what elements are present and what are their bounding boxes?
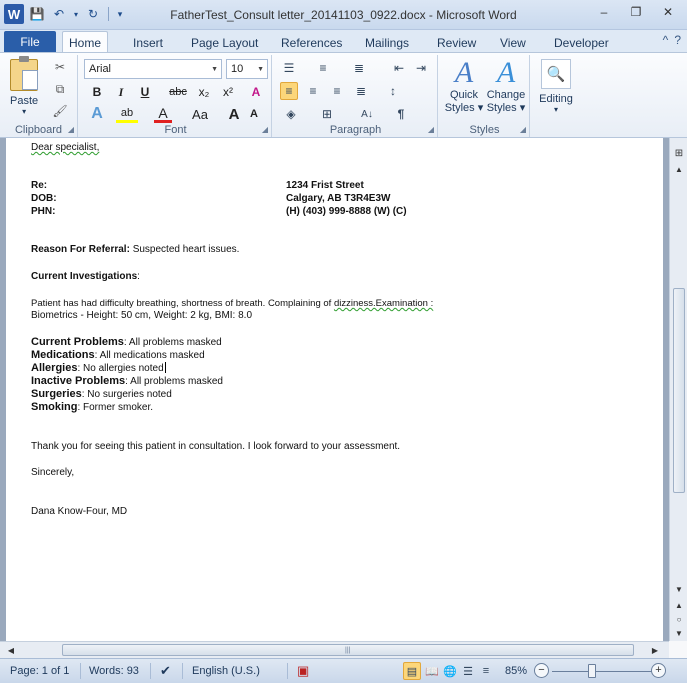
quick-styles-label-1: Quick xyxy=(449,89,479,101)
font-color-button[interactable]: A xyxy=(154,105,172,123)
editing-group xyxy=(532,55,578,137)
scroll-right-icon[interactable]: ▶ xyxy=(651,645,659,655)
font-name-dropdown-icon: ▼ xyxy=(211,65,218,73)
examination-note-b: dizziness.Examination : xyxy=(333,298,434,309)
minimize-button[interactable]: – xyxy=(600,5,608,19)
referral-label: Reason For Referral: xyxy=(31,244,130,255)
paragraph-launcher-icon[interactable]: ◢ xyxy=(427,125,434,134)
text-cursor xyxy=(165,362,166,373)
zoom-in-icon[interactable]: + xyxy=(651,663,666,678)
allergies-label: Allergies xyxy=(31,362,78,374)
align-center-icon[interactable]: ≡ xyxy=(309,84,317,98)
inactive-problems-label: Inactive Problems xyxy=(31,375,126,387)
draft-view-icon[interactable]: ≡ xyxy=(482,665,490,677)
undo-icon[interactable]: ↶ xyxy=(53,7,65,21)
web-layout-icon[interactable]: 🌐 xyxy=(443,665,457,678)
increase-indent-icon[interactable]: ⇥ xyxy=(415,61,427,75)
copy-icon[interactable]: ⧉ xyxy=(55,81,65,96)
zoom-out-icon[interactable]: − xyxy=(534,663,549,678)
align-right-icon[interactable]: ≡ xyxy=(333,84,341,98)
clear-formatting-button[interactable]: A xyxy=(251,85,261,99)
text-effects-button[interactable]: A xyxy=(91,105,103,122)
binoculars-icon: 🔍 xyxy=(541,59,571,89)
clipboard-group xyxy=(0,55,78,137)
clipboard-launcher-icon[interactable]: ◢ xyxy=(67,125,74,134)
paste-button[interactable] xyxy=(10,59,38,116)
current-problems-value: : All problems masked xyxy=(123,337,222,348)
restore-button[interactable]: ❐ xyxy=(630,5,642,19)
biometrics-line: Biometrics - Height: 50 cm, Weight: 2 kg, BMI: 8.0 xyxy=(31,310,253,321)
smoking-line xyxy=(31,401,153,413)
borders-icon[interactable]: ⊞ xyxy=(321,107,333,121)
tab-review[interactable]: Review xyxy=(437,35,477,50)
line-spacing-icon[interactable]: ↕ xyxy=(390,84,396,98)
tab-references[interactable]: References xyxy=(281,35,343,50)
editing-button[interactable] xyxy=(538,59,574,114)
status-bar xyxy=(0,658,687,683)
quick-styles-icon: A xyxy=(454,56,474,89)
scroll-up-icon[interactable]: ▲ xyxy=(675,164,683,174)
decrease-indent-icon[interactable]: ⇤ xyxy=(393,61,405,75)
tab-file[interactable]: File xyxy=(4,31,56,52)
print-layout-icon[interactable]: ▤ xyxy=(403,662,421,680)
cut-icon[interactable]: ✂ xyxy=(54,60,66,74)
shading-icon[interactable]: ◈ xyxy=(286,107,296,121)
referral-value: Suspected heart issues. xyxy=(129,244,240,255)
address-line-2: Calgary, AB T3R4E3W xyxy=(286,193,391,204)
quick-styles-button[interactable] xyxy=(444,57,484,114)
medications-line xyxy=(31,349,205,361)
paragraph-label: Paragraph xyxy=(329,124,382,136)
change-styles-button[interactable] xyxy=(484,57,528,114)
investigations-line xyxy=(31,271,140,282)
status-separator xyxy=(182,663,183,679)
font-label: Font xyxy=(164,124,187,136)
referral-line xyxy=(31,244,239,255)
quick-styles-label-2: Styles ▾ xyxy=(444,102,484,114)
allergies-value: : No allergies noted xyxy=(77,363,164,374)
format-painter-icon[interactable]: 🖌 xyxy=(52,104,68,118)
status-separator xyxy=(287,663,288,679)
close-button[interactable]: ✕ xyxy=(662,5,674,19)
highlight-button[interactable]: ab xyxy=(116,105,138,123)
document-page[interactable] xyxy=(6,138,663,641)
ribbon-tabs xyxy=(0,30,687,52)
word-logo-icon[interactable]: W xyxy=(4,4,24,24)
styles-group xyxy=(440,55,530,137)
styles-label: Styles xyxy=(469,124,500,136)
salutation xyxy=(31,142,99,153)
tab-mailings[interactable]: Mailings xyxy=(365,35,410,50)
status-separator xyxy=(80,663,81,679)
address-line-1: 1234 Frist Street xyxy=(286,180,364,191)
medications-value: : All medications masked xyxy=(94,350,205,361)
surgeries-value: : No surgeries noted xyxy=(81,389,172,400)
medications-label: Medications xyxy=(31,349,95,361)
align-left-icon[interactable]: ≡ xyxy=(280,82,298,100)
investigations-colon: : xyxy=(137,271,140,282)
scroll-left-icon[interactable]: ◀ xyxy=(7,645,15,655)
horizontal-scroll-thumb[interactable] xyxy=(62,644,634,656)
show-formatting-icon[interactable]: ¶ xyxy=(397,107,405,121)
bold-button[interactable]: B xyxy=(92,85,102,99)
salutation-text: Dear specialist, xyxy=(31,142,100,153)
word-count[interactable]: Words: 93 xyxy=(89,665,139,677)
strikethrough-button[interactable]: abc xyxy=(169,86,187,98)
examination-note-a: Patient has had difficulty breathing, shortness of breath. Complaining of xyxy=(31,298,334,309)
help-icon[interactable]: ? xyxy=(674,33,681,47)
smoking-label: Smoking xyxy=(31,401,78,413)
change-styles-label-2: Styles ▾ xyxy=(486,102,526,114)
tab-page-layout[interactable]: Page Layout xyxy=(191,35,259,50)
scroll-down-icon[interactable]: ▼ xyxy=(675,584,683,594)
previous-page-icon[interactable]: ▲ xyxy=(675,600,683,610)
surgeries-line xyxy=(31,388,172,400)
paste-icon xyxy=(10,59,38,91)
paste-label: Paste xyxy=(10,95,39,107)
font-name-value: Arial xyxy=(89,63,112,75)
document-area xyxy=(0,138,669,641)
minimize-ribbon-icon[interactable]: ^ xyxy=(662,33,669,47)
save-icon[interactable]: 💾 xyxy=(29,7,45,21)
styles-launcher-icon[interactable]: ◢ xyxy=(519,125,526,134)
status-separator xyxy=(150,663,151,679)
allergies-line xyxy=(31,362,166,374)
underline-button[interactable]: U xyxy=(140,85,150,99)
font-name-combo[interactable] xyxy=(84,59,222,79)
surgeries-label: Surgeries xyxy=(31,388,82,400)
tab-home[interactable]: Home xyxy=(62,31,108,53)
thanks-line: Thank you for seeing this patient in consultation. I look forward to your assessment. xyxy=(31,441,401,452)
change-styles-icon: A xyxy=(496,56,516,89)
paste-dropdown-icon: ▾ xyxy=(22,107,27,116)
signature-line: Dana Know-Four, MD xyxy=(31,506,128,517)
clipboard-label: Clipboard xyxy=(14,124,63,136)
dob-label: DOB: xyxy=(31,193,57,204)
zoom-slider-thumb[interactable] xyxy=(588,664,596,678)
zoom-slider-track[interactable] xyxy=(552,671,652,672)
superscript-button[interactable]: x² xyxy=(223,85,233,99)
font-size-dropdown-icon: ▼ xyxy=(257,65,264,73)
customize-qat-icon[interactable]: ▾ xyxy=(117,8,123,19)
sort-icon[interactable]: A↓ xyxy=(361,108,373,120)
change-case-button[interactable]: Aa xyxy=(192,106,208,122)
window-title: FatherTest_Consult letter_20141103_0922.docx - Microsoft Word xyxy=(170,8,517,22)
paragraph-group xyxy=(274,55,438,137)
shrink-font-button[interactable]: A xyxy=(250,108,258,120)
title-bar xyxy=(0,0,687,30)
tab-right-icons xyxy=(663,33,681,47)
macro-recording-icon[interactable]: ▣ xyxy=(297,663,310,678)
re-label: Re: xyxy=(31,180,48,191)
editing-label: Editing xyxy=(539,93,573,105)
window-controls xyxy=(589,2,683,22)
examination-note xyxy=(31,298,433,309)
tab-developer[interactable]: Developer xyxy=(554,35,609,50)
outline-view-icon[interactable]: ☰ xyxy=(463,665,473,678)
font-group xyxy=(80,55,272,137)
vertical-scroll-thumb[interactable] xyxy=(673,288,685,493)
full-screen-reading-icon[interactable]: 📖 xyxy=(425,665,439,678)
font-size-value: 10 xyxy=(231,63,244,75)
vertical-scrollbar[interactable] xyxy=(669,138,687,641)
numbering-icon[interactable]: ≡ xyxy=(319,61,327,75)
multilevel-list-icon[interactable]: ≣ xyxy=(353,61,365,75)
closing-line: Sincerely, xyxy=(31,467,75,478)
inactive-problems-line xyxy=(31,375,223,387)
current-problems-line xyxy=(31,336,222,348)
smoking-value: : Former smoker. xyxy=(77,402,154,413)
scroll-grip: ||| xyxy=(345,647,351,654)
tab-view[interactable]: View xyxy=(500,35,526,50)
change-styles-label-1: Change xyxy=(486,89,526,101)
italic-button[interactable]: I xyxy=(118,84,124,99)
inactive-problems-value: : All problems masked xyxy=(125,376,223,387)
subscript-button[interactable]: x₂ xyxy=(198,85,210,99)
editing-dropdown-icon: ▾ xyxy=(553,105,558,114)
zoom-level[interactable]: 85% xyxy=(505,665,528,677)
phn-label: PHN: xyxy=(31,206,56,217)
font-launcher-icon[interactable]: ◢ xyxy=(261,125,268,134)
justify-icon[interactable]: ≣ xyxy=(355,84,367,98)
redo-icon[interactable]: ↻ xyxy=(87,7,99,21)
tab-insert[interactable]: Insert xyxy=(133,35,164,50)
phone-line: (H) (403) 999-8888 (W) (C) xyxy=(286,206,407,217)
next-page-icon[interactable]: ▼ xyxy=(675,628,683,638)
proofing-icon[interactable]: ✔ xyxy=(160,663,171,678)
ribbon xyxy=(0,52,687,138)
undo-dropdown-icon[interactable]: ▾ xyxy=(73,9,78,19)
page-count[interactable]: Page: 1 of 1 xyxy=(10,665,70,677)
ruler-toggle-icon[interactable]: ⊞ xyxy=(674,147,684,159)
font-size-combo[interactable] xyxy=(226,59,268,79)
select-browse-object-icon[interactable]: ○ xyxy=(676,614,682,624)
current-problems-label: Current Problems xyxy=(31,336,124,348)
language-indicator[interactable]: English (U.S.) xyxy=(192,665,260,677)
investigations-label: Current Investigations xyxy=(31,271,138,282)
bullets-icon[interactable]: ☰ xyxy=(283,61,295,75)
grow-font-button[interactable]: A xyxy=(228,105,240,123)
horizontal-scrollbar[interactable] xyxy=(0,641,669,658)
